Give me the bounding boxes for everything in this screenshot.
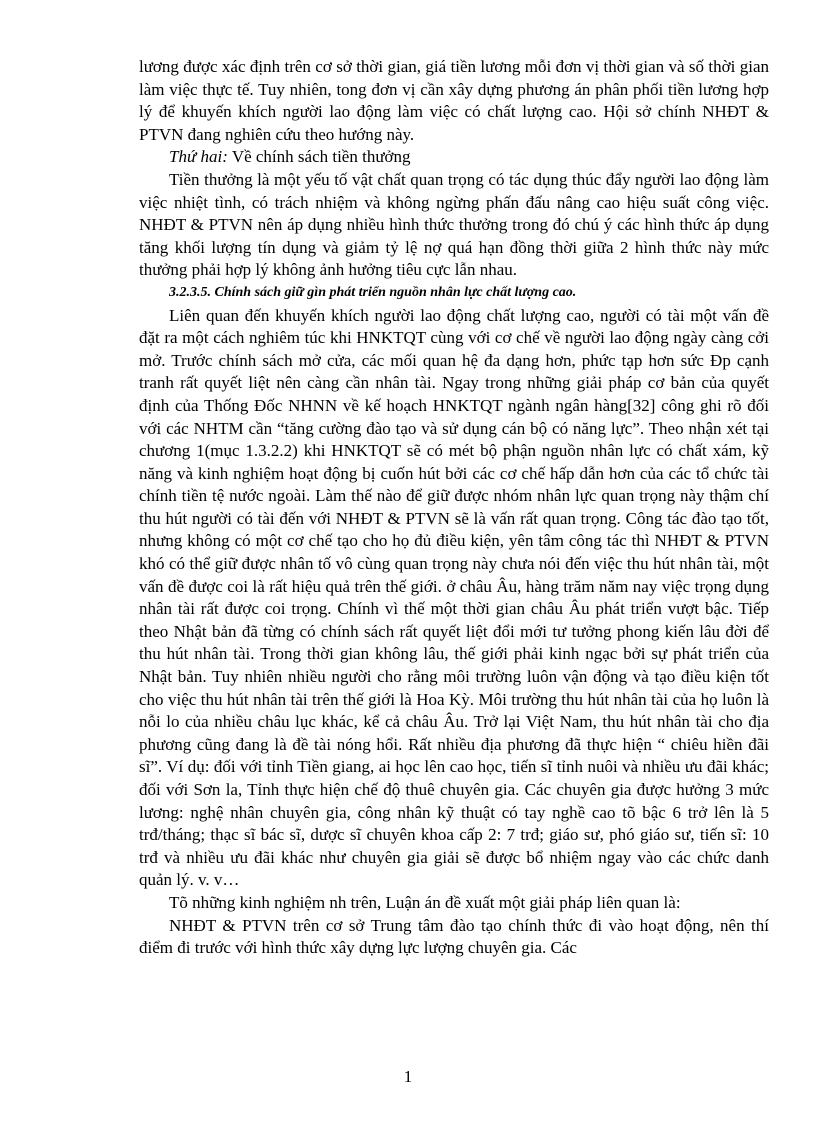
page-number: 1 xyxy=(403,1067,413,1086)
paragraph-talent: Liên quan đến khuyến khích người lao động chất lượng cao, người có tài một vấn đề đặt ra một cách nghiêm túc khi HNKTQT cùng với cơ chế về người lao động ngày càng cởi mở. Trước chính sách mở cửa, các mối quan hệ đa dạng hơn, phức tạp hơn sức Đp cạnh tranh rất quyết liệt nên càng cần nhân tài. Ngay trong những giải pháp cơ bản của quyết định của Thống Đốc NHNN về kế hoạch HNKTQT ngành ngân hàng[32] công ghi rõ đối với các NHTM cần “tăng cường đào tạo và sử dụng cán bộ có năng lực”. Theo nhận xét tại chương 1(mục 1.3.2.2) khi HNKTQT sẽ có mét bộ phận nguồn nhân lực có chất xám, kỹ năng và kinh nghiệm hoạt động bị cuốn hút bởi các cơ chế hấp dẫn hơn của các tổ chức tài chính tiền tệ nước ngoài. Làm thế nào để giữ được nhóm nhân lực quan trọng này thậm chí thu hút người có tài đến với NHĐT & PTVN sẽ là vấn rất quan trọng. Công tác đào tạo tốt, nhưng không có một cơ chế tạo cho họ đủ điều kiện, yên tâm công tác thì NHĐT & PTVN khó có thể giữ được nhân tố vô cùng quan trọng này chưa nói đến việc thu hút nhân tài, một vấn đề được coi là rất hiệu quả trên thế giới. ở châu Âu, hàng trăm năm nay việc trọng dụng nhân tài rất được coi trọng. Chính vì thế một thời gian châu Âu phát triển vượt bậc. Tiếp theo Nhật bản đã từng có chính sách rất quyết liệt đổi mới tư tưởng phong kiến lâu đời để thu hút nhân tài. Trong thời gian không lâu, thế giới phải kinh ngạc bởi sự phát triển của Nhật bản. Tuy nhiên nhiều người cho rằng môi trường luôn vận động và tạo điều kiện tốt cho việc thu hút nhân tài trên thế giới là Hoa Kỳ. Môi trường thu hút nhân tài của họ luôn là nỗi lo của nhiều châu lục khác, kể cả châu Âu. Trở lại Việt Nam, thu hút nhân tài cho địa phương cũng đang là đề tài nóng hổi. Rất nhiều địa phương đã thực hiện “ chiêu hiền đãi sĩ”. Ví dụ: đối với tỉnh Tiền giang, ai học lên cao học, tiến sĩ tỉnh nuôi và nhiều ưu đãi khác; đối với Sơn la, Tỉnh thực hiện chế độ thuê chuyên gia. Các chuyên gia được hưởng 3 mức lương: nghệ nhân chuyên gia, công nhân kỹ thuật có tay nghề cao tõ bậc 6 trở lên là 5 trđ/tháng; thạc sĩ bác sĩ, dược sĩ chuyên khoa cấp 2: 7 trđ; giáo sư, phó giáo sư, tiến sĩ: 10 trđ và nhiều ưu đãi khác như chuyên gia giải sẽ được bổ nhiệm ngay vào các chức danh quản lý. v. v… xyxy=(139,305,769,890)
body-text xyxy=(139,56,769,960)
paragraph-proposal-intro: Tõ những kinh nghiệm nh trên, Luận án đề xuất một giải pháp liên quan là: xyxy=(169,892,681,912)
paragraph-proposal: NHĐT & PTVN trên cơ sở Trung tâm đào tạo chính thức đi vào hoạt động, nên thí điểm đi trước với hình thức xây dựng lực lượng chuyên gia. Các xyxy=(139,915,769,958)
paragraph-salary-time: lương được xác định trên cơ sở thời gian, giá tiền lương mỗi đơn vị thời gian và số thời gian làm việc thực tế. Tuy nhiên, tong đơn vị cần xây dựng phương án phân phối tiền lương hợp lý để khuyến khích người lao động làm việc có chất lượng cao. Hội sở chính NHĐT & PTVN đang nghiên cứu theo hướng này. xyxy=(139,57,769,144)
paragraph-bonus: Tiền thưởng là một yếu tố vật chất quan trọng có tác dụng thúc đẩy người lao động làm việc nhiệt tình, có trách nhiệm và không ngừng phấn đấu nâng cao hiệu suất công việc. NHĐT & PTVN nên áp dụng nhiều hình thức thưởng trong đó chú ý các hình thức áp dụng tăng khối lượng tín dụng và giảm tỷ lệ nợ quá hạn đồng thời giữa 2 hình thức này mức thưởng phải hợp lý không ảnh hưởng tiêu cực lẫn nhau. xyxy=(139,169,769,280)
paragraph-second-policy-text: Về chính sách tiền thưởng xyxy=(227,147,411,167)
section-heading: 3.2.3.5. Chính sách giữ gìn phát triển nguồn nhân lực chất lượng cao. xyxy=(169,284,577,300)
paragraph-second-policy xyxy=(139,146,769,169)
italic-label: Thứ hai: xyxy=(169,147,228,167)
